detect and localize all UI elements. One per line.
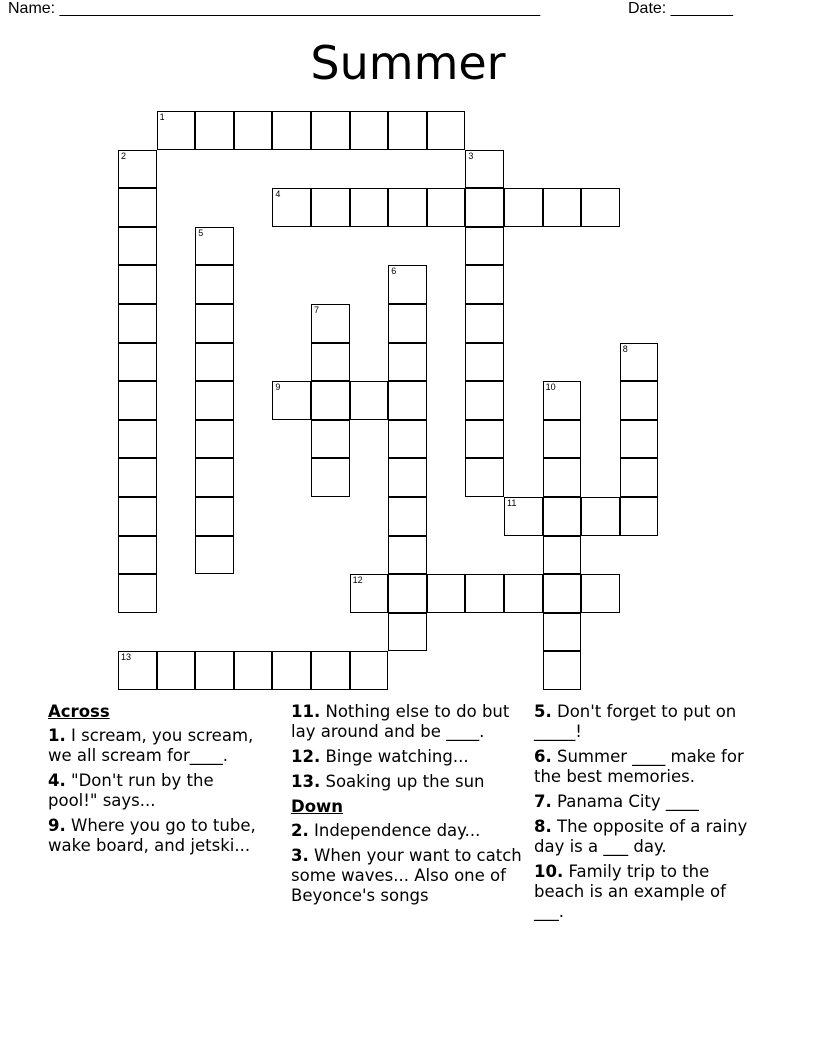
grid-cell[interactable]: [465, 343, 504, 382]
grid-cell[interactable]: [465, 150, 504, 189]
clues-column-1: [48, 702, 268, 861]
grid-cell[interactable]: [543, 458, 582, 497]
grid-cell[interactable]: [620, 420, 659, 459]
grid-cell[interactable]: [234, 111, 273, 150]
grid-cell[interactable]: [465, 265, 504, 304]
clue: 13. Soaking up the sun: [291, 772, 485, 791]
grid-cell[interactable]: [234, 651, 273, 690]
clue: 9. Where you go to tube, wake board, and jetski...: [48, 816, 256, 855]
grid-cell[interactable]: [388, 420, 427, 459]
page-title: Summer: [310, 36, 506, 90]
date-field: [628, 0, 733, 18]
name-line: ______________________________________________________: [59, 0, 541, 17]
clue: 7. Panama City ____: [534, 792, 699, 811]
clue: 10. Family trip to the beach is an example of ___.: [534, 862, 726, 921]
grid-cell[interactable]: [195, 536, 234, 575]
cell-number: 1: [159, 112, 165, 122]
grid-cell[interactable]: [465, 304, 504, 343]
grid-cell[interactable]: [388, 574, 427, 613]
grid-cell[interactable]: [311, 304, 350, 343]
grid-cell[interactable]: [311, 458, 350, 497]
grid-cell[interactable]: [388, 536, 427, 575]
grid-cell[interactable]: [465, 227, 504, 266]
grid-cell[interactable]: [504, 497, 543, 536]
grid-cell[interactable]: [427, 574, 466, 613]
grid-cell[interactable]: [350, 651, 389, 690]
down-heading: Down: [291, 797, 344, 816]
grid-cell[interactable]: [272, 188, 311, 227]
grid-cell[interactable]: [427, 111, 466, 150]
clue: 6. Summer ____ make for the best memories.: [534, 747, 744, 786]
grid-cell[interactable]: [388, 188, 427, 227]
grid-cell[interactable]: [543, 497, 582, 536]
grid-cell[interactable]: [620, 343, 659, 382]
cell-number: 2: [121, 150, 127, 161]
cell-number: 6: [391, 266, 397, 277]
grid-cell[interactable]: [427, 188, 466, 227]
grid-cell[interactable]: [118, 304, 157, 343]
grid-cell[interactable]: [195, 343, 234, 382]
grid-cell[interactable]: [311, 651, 350, 690]
grid-cell[interactable]: [543, 574, 582, 613]
grid-cell[interactable]: [388, 304, 427, 343]
grid-cell[interactable]: [311, 420, 350, 459]
name-field: [8, 0, 540, 18]
grid-cell[interactable]: [350, 188, 389, 227]
grid-cell[interactable]: [311, 381, 350, 420]
grid-cell[interactable]: [388, 497, 427, 536]
cell-number: 8: [622, 343, 628, 354]
grid-cell[interactable]: [195, 420, 234, 459]
grid-cell[interactable]: [118, 227, 157, 266]
grid-cell[interactable]: [118, 188, 157, 227]
grid-cell[interactable]: [543, 536, 582, 575]
cell-number: 12: [352, 575, 363, 586]
grid-cell[interactable]: [465, 381, 504, 420]
grid-cell[interactable]: [581, 497, 620, 536]
grid-cell[interactable]: [620, 497, 659, 536]
grid-cell[interactable]: [118, 458, 157, 497]
across-heading: Across: [48, 702, 110, 721]
grid-cell[interactable]: [350, 574, 389, 613]
clues-column-2: [291, 702, 523, 911]
grid-cell[interactable]: [118, 265, 157, 304]
grid-cell[interactable]: [388, 613, 427, 652]
grid-cell[interactable]: [195, 265, 234, 304]
grid-cell[interactable]: [118, 381, 157, 420]
date-label: Date:: [628, 0, 667, 17]
grid-cell[interactable]: [118, 536, 157, 575]
clue: 8. The opposite of a rainy day is a ___ day.: [534, 817, 748, 856]
grid-cell[interactable]: [272, 651, 311, 690]
date-line: _______: [670, 0, 733, 17]
grid-cell[interactable]: [272, 381, 311, 420]
grid-cell[interactable]: [118, 420, 157, 459]
grid-cell[interactable]: [620, 381, 659, 420]
grid-cell[interactable]: [543, 613, 582, 652]
clue: 11. Nothing else to do but lay around and be ____.: [291, 702, 510, 741]
grid-cell[interactable]: [543, 381, 582, 420]
cell-number: 9: [275, 382, 281, 393]
grid-cell[interactable]: [388, 458, 427, 497]
grid-cell[interactable]: [350, 111, 389, 150]
grid-cell[interactable]: [581, 188, 620, 227]
grid-cell[interactable]: [504, 574, 543, 613]
grid-cell[interactable]: [195, 497, 234, 536]
clue: 12. Binge watching...: [291, 747, 469, 766]
grid-cell[interactable]: [465, 188, 504, 227]
grid-cell[interactable]: [195, 304, 234, 343]
cell-number: 5: [198, 227, 204, 238]
grid-cell[interactable]: [157, 651, 196, 690]
grid-cell[interactable]: [504, 188, 543, 227]
grid-cell[interactable]: [388, 265, 427, 304]
clue: 2. Independence day...: [291, 821, 481, 840]
grid-cell[interactable]: [118, 497, 157, 536]
grid-cell[interactable]: [581, 574, 620, 613]
grid-cell[interactable]: [118, 574, 157, 613]
cell-number: 7: [314, 305, 320, 315]
cell-number: 3: [468, 150, 474, 161]
cell-number: 10: [545, 382, 556, 393]
grid-cell[interactable]: [157, 111, 196, 150]
grid-cell[interactable]: [272, 111, 311, 150]
clue: 3. When your want to catch some waves... Also one of Beyonce's songs: [291, 846, 522, 905]
grid-cell[interactable]: [388, 381, 427, 420]
grid-cell[interactable]: [195, 111, 234, 150]
grid-cell[interactable]: [118, 150, 157, 189]
grid-cell[interactable]: [543, 420, 582, 459]
grid-cell[interactable]: [311, 188, 350, 227]
grid-cell[interactable]: [195, 227, 234, 266]
clue: 4. "Don't run by the pool!" says...: [48, 771, 214, 810]
grid-cell[interactable]: [543, 651, 582, 690]
grid-cell[interactable]: [465, 458, 504, 497]
grid-cell[interactable]: [118, 343, 157, 382]
clues-column-3: [534, 702, 754, 927]
grid-cell[interactable]: [620, 458, 659, 497]
grid-cell[interactable]: [350, 381, 389, 420]
grid-cell[interactable]: [543, 188, 582, 227]
grid-cell[interactable]: [195, 651, 234, 690]
cell-number: 11: [507, 498, 517, 508]
cell-number: 4: [275, 189, 281, 200]
grid-cell[interactable]: [465, 574, 504, 613]
grid-cell[interactable]: [388, 111, 427, 150]
grid-cell[interactable]: [465, 420, 504, 459]
grid-cell[interactable]: [195, 381, 234, 420]
grid-cell[interactable]: [118, 651, 157, 690]
clue: 5. Don't forget to put on _____!: [534, 702, 737, 741]
name-label: Name:: [8, 0, 56, 17]
grid-cell[interactable]: [311, 343, 350, 382]
grid-cell[interactable]: [388, 343, 427, 382]
grid-cell[interactable]: [311, 111, 350, 150]
clue: 1. I scream, you scream, we all scream for____.: [48, 726, 254, 765]
grid-cell[interactable]: [195, 458, 234, 497]
cell-number: 13: [121, 652, 132, 663]
